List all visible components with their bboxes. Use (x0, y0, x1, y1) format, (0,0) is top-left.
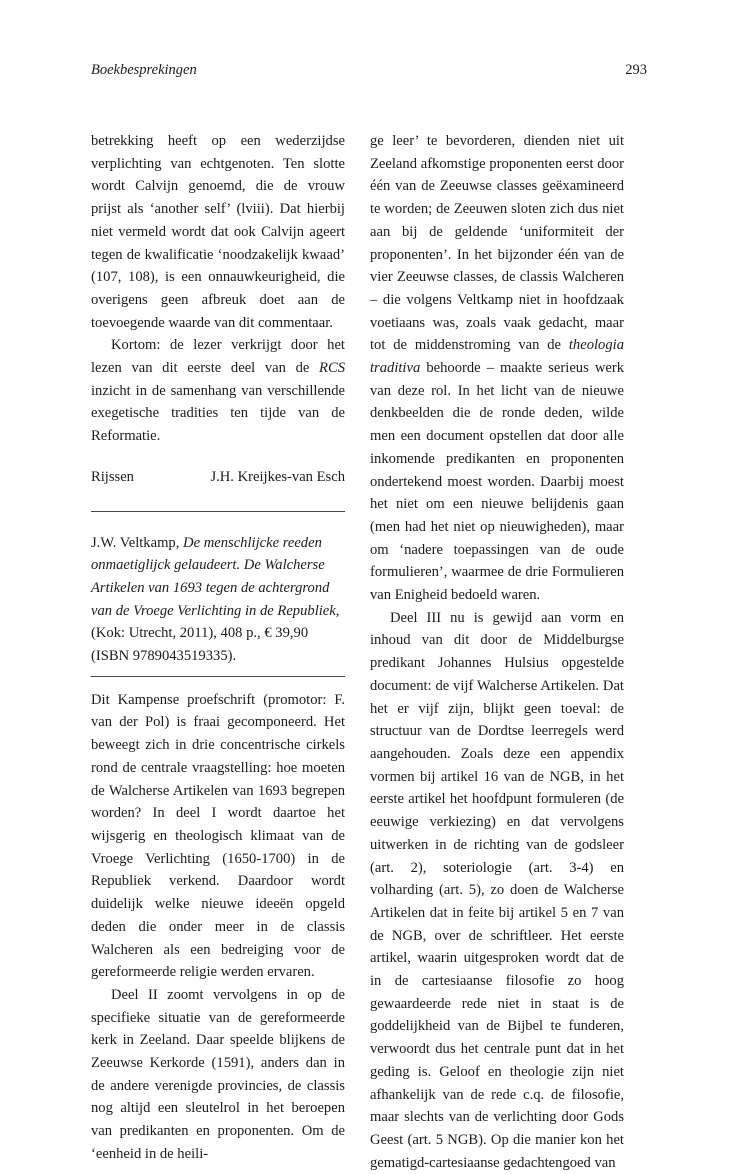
right-column (370, 130, 624, 1174)
reviewer-place: Rijssen (91, 468, 134, 485)
text-run: Kortom: de lezer verkrijgt door het lezen van dit eerste deel van de (91, 337, 345, 377)
divider (91, 511, 345, 512)
reviewer-name: J.H. Kreijkes-van Esch (210, 468, 345, 485)
italic-run: theologia traditiva (370, 337, 624, 377)
italic-run: RCS (319, 360, 345, 377)
ref-publication: , (Kok: Utrecht, 2011), 408 p., € 39,90 (91, 602, 340, 642)
ref-isbn: (ISBN 9789043519335). (91, 648, 237, 665)
text-run: inzicht in de samenhang van verschillende exegetische tradities ten tijde van de Reformatie. (91, 382, 345, 445)
paragraph (370, 130, 624, 607)
divider (91, 676, 345, 677)
page-number: 293 (625, 62, 647, 78)
book-reference (91, 532, 345, 668)
running-title: Boekbesprekingen (91, 62, 197, 78)
running-header (91, 62, 647, 84)
left-column (91, 130, 345, 1166)
ref-title: De menschlijcke reeden onmaetiglijck gelaudeert. De Walcherse Artikelen van 1693 tegen de achtergrond van de Vroege Verlichting in de Republiek (91, 534, 336, 619)
paragraph: betrekking heeft op een wederzijdse verplichting van echtgenoten. Ten slotte wordt Calvijn genoemd, die de vrouw prijst als ‘another self’ (lviii). Dat hierbij niet vermeld wordt dat ook Calvijn ageert tegen de kwalificatie ‘noodzakelijk kwaad’ (107, 108), is een onnauwkeurigheid, die overigens geen afbreuk doet aan de toevoegende waarde van dit commentaar. (91, 133, 345, 331)
paragraph: Deel II zoomt vervolgens in op de specifieke situatie van de gereformeerde kerk in Zeeland. Daar speelde blijkens de Zeeuwse Kerkorde (1591), anders dan in de andere verenigde provincies, de classis nog altijd een sleutelrol in het beroepen van predikanten en proponenten. Om de ‘eenheid in de heili- (91, 986, 345, 1162)
paragraph: Dit Kampense proefschrift (promotor: F. van der Pol) is fraai gecomponeerd. Het beweegt zich in drie concentrische cirkels rond de centrale vraagstelling: hoe moeten de Walcherse Artikelen van 1693 begrepen worden? In deel I wordt daartoe het wijsgerig en theologisch klimaat van de Vroege Verlichting (1650-1700) in de Republiek verkend. Daardoor wordt duidelijk welke nieuwe ideeën opgeld deden die onder meer in de classis Walcheren als een bedreiging voor de gereformeerde religie werden ervaren. (91, 691, 345, 981)
review-signoff (91, 466, 345, 489)
paragraph (91, 334, 345, 448)
ref-author: J.W. Veltkamp, (91, 534, 184, 551)
text-run: ge leer’ te bevorderen, dienden niet uit Zeeland afkomstige proponenten eerst door één van de Zeeuwse classes geëxamineerd te worden; de Zeeuwen sloten zich dus niet aan bij de geldende ‘uniformiteit der proponenten’. In het bijzonder één van de vier Zeeuwse classes, de classis Walcheren – die volgens Veltkamp niet in hoofdzaak voetiaans was, zoals vaak gedacht, maar tot de middenstroming van de (370, 133, 624, 354)
text-run: behoorde – maakte serieus werk van deze rol. In het licht van de nieuwe denkbeelden die de ronde deden, wilde men een document opstellen dat door alle inkomende predikanten en proponenten ondertekend moest worden. Daarbij moest het niet om een nieuwe belijdenis gaan (men had het niet op nieuwigheden), maar om ‘nadere toepassingen van de oude formulieren’, waarmee de drie Formulieren van Enigheid bedoeld waren. (370, 360, 624, 604)
paragraph: Deel III nu is gewijd aan vorm en inhoud van dit door de Middelburgse predikant Johannes Hulsius opgestelde document: de vijf Walcherse Artikelen. Dat het er vijf zijn, blijkt geen toeval: de structuur van de Dordtse leerregels werd aangehouden. Zoals deze een appendix vormen bij artikel 16 van de NGB, in het eerste artikel het hoofdpunt formuleren (de eeuwige verkiezing) en dat vervolgens uitwerken in de richting van de godsleer (art. 2), soteriologie (art. 3-4) en volharding (art. 5), zo doen de Walcherse Artikelen dat in feite bij artikel 5 en 7 van de NGB, over de schriftleer. Het eerste artikel, waarin uitgesproken wordt dat de in de cartesiaanse filosofie zo hoog gewaardeerde rede niet in staat is de goddelijkheid van de Bijbel te funderen, verwoordt dus het centrale punt dat in het geding is. Geloof en theologie zijn niet afhankelijk van de rede c.q. de filosofie, maar slechts van de verlichting door Gods Geest (art. 5 NGB). Op die manier kon het gematigd-cartesiaanse gedachtengoed van (370, 609, 624, 1171)
